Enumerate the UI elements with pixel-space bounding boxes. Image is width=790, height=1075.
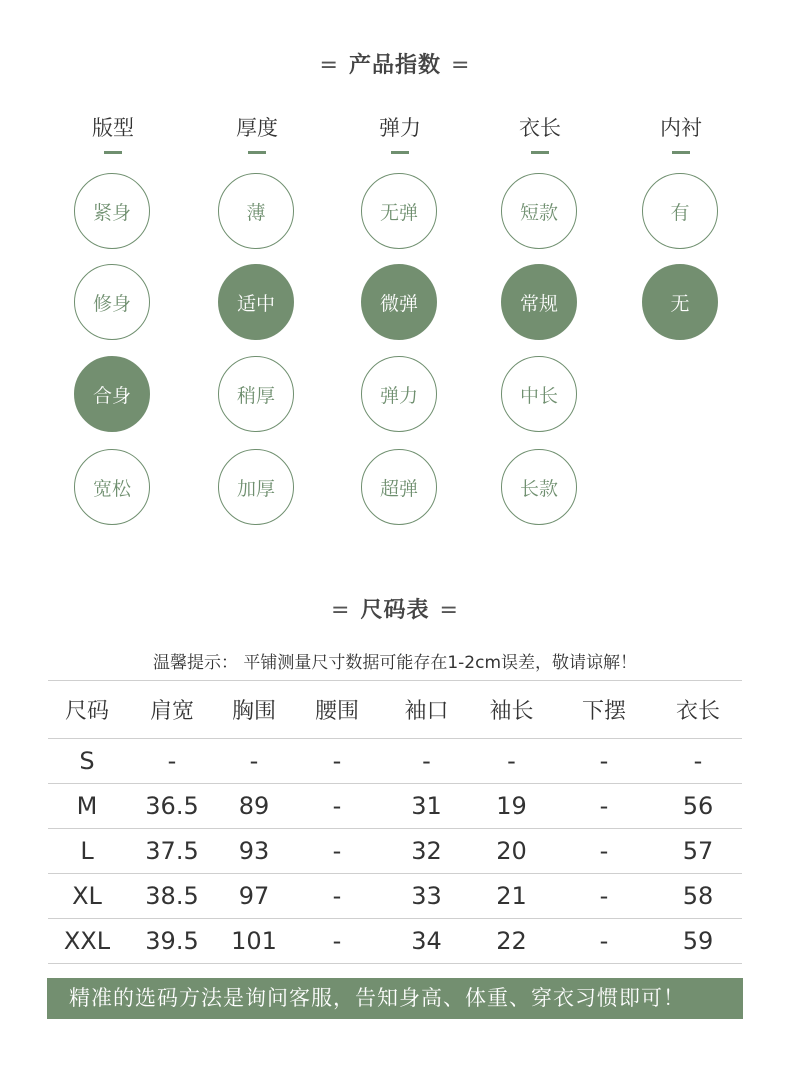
cell-length: 56 — [654, 784, 742, 829]
size-chart-title — [0, 593, 790, 624]
cell-cuff: 34 — [384, 919, 469, 964]
cell-length: - — [654, 739, 742, 784]
cell-cuff: 31 — [384, 784, 469, 829]
cell-sleeve: 20 — [469, 829, 554, 874]
cell-hem: - — [554, 739, 654, 784]
table-row — [48, 919, 742, 964]
column-underline — [531, 151, 549, 154]
header-sleeve: 袖长 — [469, 681, 554, 739]
cell-waist: - — [290, 874, 384, 919]
title-deco-right: = — [451, 53, 471, 78]
header-chest: 胸围 — [218, 681, 290, 739]
cell-size: M — [48, 784, 126, 829]
table-row — [48, 874, 742, 919]
option-circle-selected: 微弹 — [361, 264, 437, 340]
option-circle: 紧身 — [74, 173, 150, 249]
cell-hem: - — [554, 784, 654, 829]
cell-sleeve: - — [469, 739, 554, 784]
index-column-thickness — [212, 112, 302, 500]
cell-size: S — [48, 739, 126, 784]
cell-shoulder: 36.5 — [126, 784, 218, 829]
product-index-title — [0, 48, 790, 79]
cell-chest: 101 — [218, 919, 290, 964]
column-header: 厚度 — [236, 116, 278, 140]
option-circle-selected: 无 — [642, 264, 718, 340]
index-column-length — [495, 112, 585, 500]
column-underline — [672, 151, 690, 154]
header-length: 衣长 — [654, 681, 742, 739]
option-circle: 弹力 — [361, 356, 437, 432]
cell-length: 59 — [654, 919, 742, 964]
index-column-lining — [636, 112, 726, 315]
table-header-row — [48, 681, 742, 739]
cell-size: XXL — [48, 919, 126, 964]
sizing-advice-banner: 精准的选码方法是询问客服，告知身高、体重、穿衣习惯即可！ — [47, 978, 743, 1019]
column-underline — [391, 151, 409, 154]
size-table — [48, 680, 742, 964]
option-circle: 长款 — [501, 449, 577, 525]
header-cuff: 袖口 — [384, 681, 469, 739]
header-waist: 腰围 — [290, 681, 384, 739]
option-circle: 稍厚 — [218, 356, 294, 432]
option-circle: 薄 — [218, 173, 294, 249]
cell-chest: 93 — [218, 829, 290, 874]
column-underline — [248, 151, 266, 154]
cell-size: XL — [48, 874, 126, 919]
table-row — [48, 739, 742, 784]
cell-waist: - — [290, 919, 384, 964]
cell-waist: - — [290, 739, 384, 784]
option-circle: 超弹 — [361, 449, 437, 525]
table-row — [48, 829, 742, 874]
option-circle: 修身 — [74, 264, 150, 340]
cell-sleeve: 21 — [469, 874, 554, 919]
option-circle: 短款 — [501, 173, 577, 249]
option-circle: 加厚 — [218, 449, 294, 525]
column-underline — [104, 151, 122, 154]
cell-shoulder: 38.5 — [126, 874, 218, 919]
option-circle: 宽松 — [74, 449, 150, 525]
column-header: 内衬 — [660, 116, 702, 140]
option-circle-selected: 适中 — [218, 264, 294, 340]
measurement-tip: 温馨提示： 平铺测量尺寸数据可能存在1-2cm误差，敬请谅解！ — [152, 653, 638, 673]
cell-cuff: 32 — [384, 829, 469, 874]
index-column-elasticity — [355, 112, 445, 500]
title-deco-right: = — [439, 598, 459, 623]
cell-sleeve: 19 — [469, 784, 554, 829]
option-circle: 有 — [642, 173, 718, 249]
option-circle-selected: 合身 — [74, 356, 150, 432]
cell-waist: - — [290, 829, 384, 874]
cell-cuff: - — [384, 739, 469, 784]
cell-chest: 97 — [218, 874, 290, 919]
header-size: 尺码 — [48, 681, 126, 739]
cell-chest: - — [218, 739, 290, 784]
option-circle-selected: 常规 — [501, 264, 577, 340]
title-deco-left: = — [319, 53, 339, 78]
option-circle: 中长 — [501, 356, 577, 432]
cell-length: 58 — [654, 874, 742, 919]
cell-waist: - — [290, 784, 384, 829]
column-header: 弹力 — [379, 116, 421, 140]
cell-sleeve: 22 — [469, 919, 554, 964]
cell-cuff: 33 — [384, 874, 469, 919]
column-header: 衣长 — [519, 116, 561, 140]
cell-shoulder: 39.5 — [126, 919, 218, 964]
size-chart-title-text: 尺码表 — [360, 598, 430, 623]
option-circle: 无弹 — [361, 173, 437, 249]
cell-size: L — [48, 829, 126, 874]
cell-chest: 89 — [218, 784, 290, 829]
index-column-fit — [68, 112, 158, 500]
cell-hem: - — [554, 919, 654, 964]
header-shoulder: 肩宽 — [126, 681, 218, 739]
product-index-title-text: 产品指数 — [348, 53, 441, 78]
column-header: 版型 — [92, 116, 134, 140]
cell-length: 57 — [654, 829, 742, 874]
cell-shoulder: 37.5 — [126, 829, 218, 874]
cell-hem: - — [554, 829, 654, 874]
title-deco-left: = — [331, 598, 351, 623]
table-row — [48, 784, 742, 829]
cell-shoulder: - — [126, 739, 218, 784]
header-hem: 下摆 — [554, 681, 654, 739]
cell-hem: - — [554, 874, 654, 919]
